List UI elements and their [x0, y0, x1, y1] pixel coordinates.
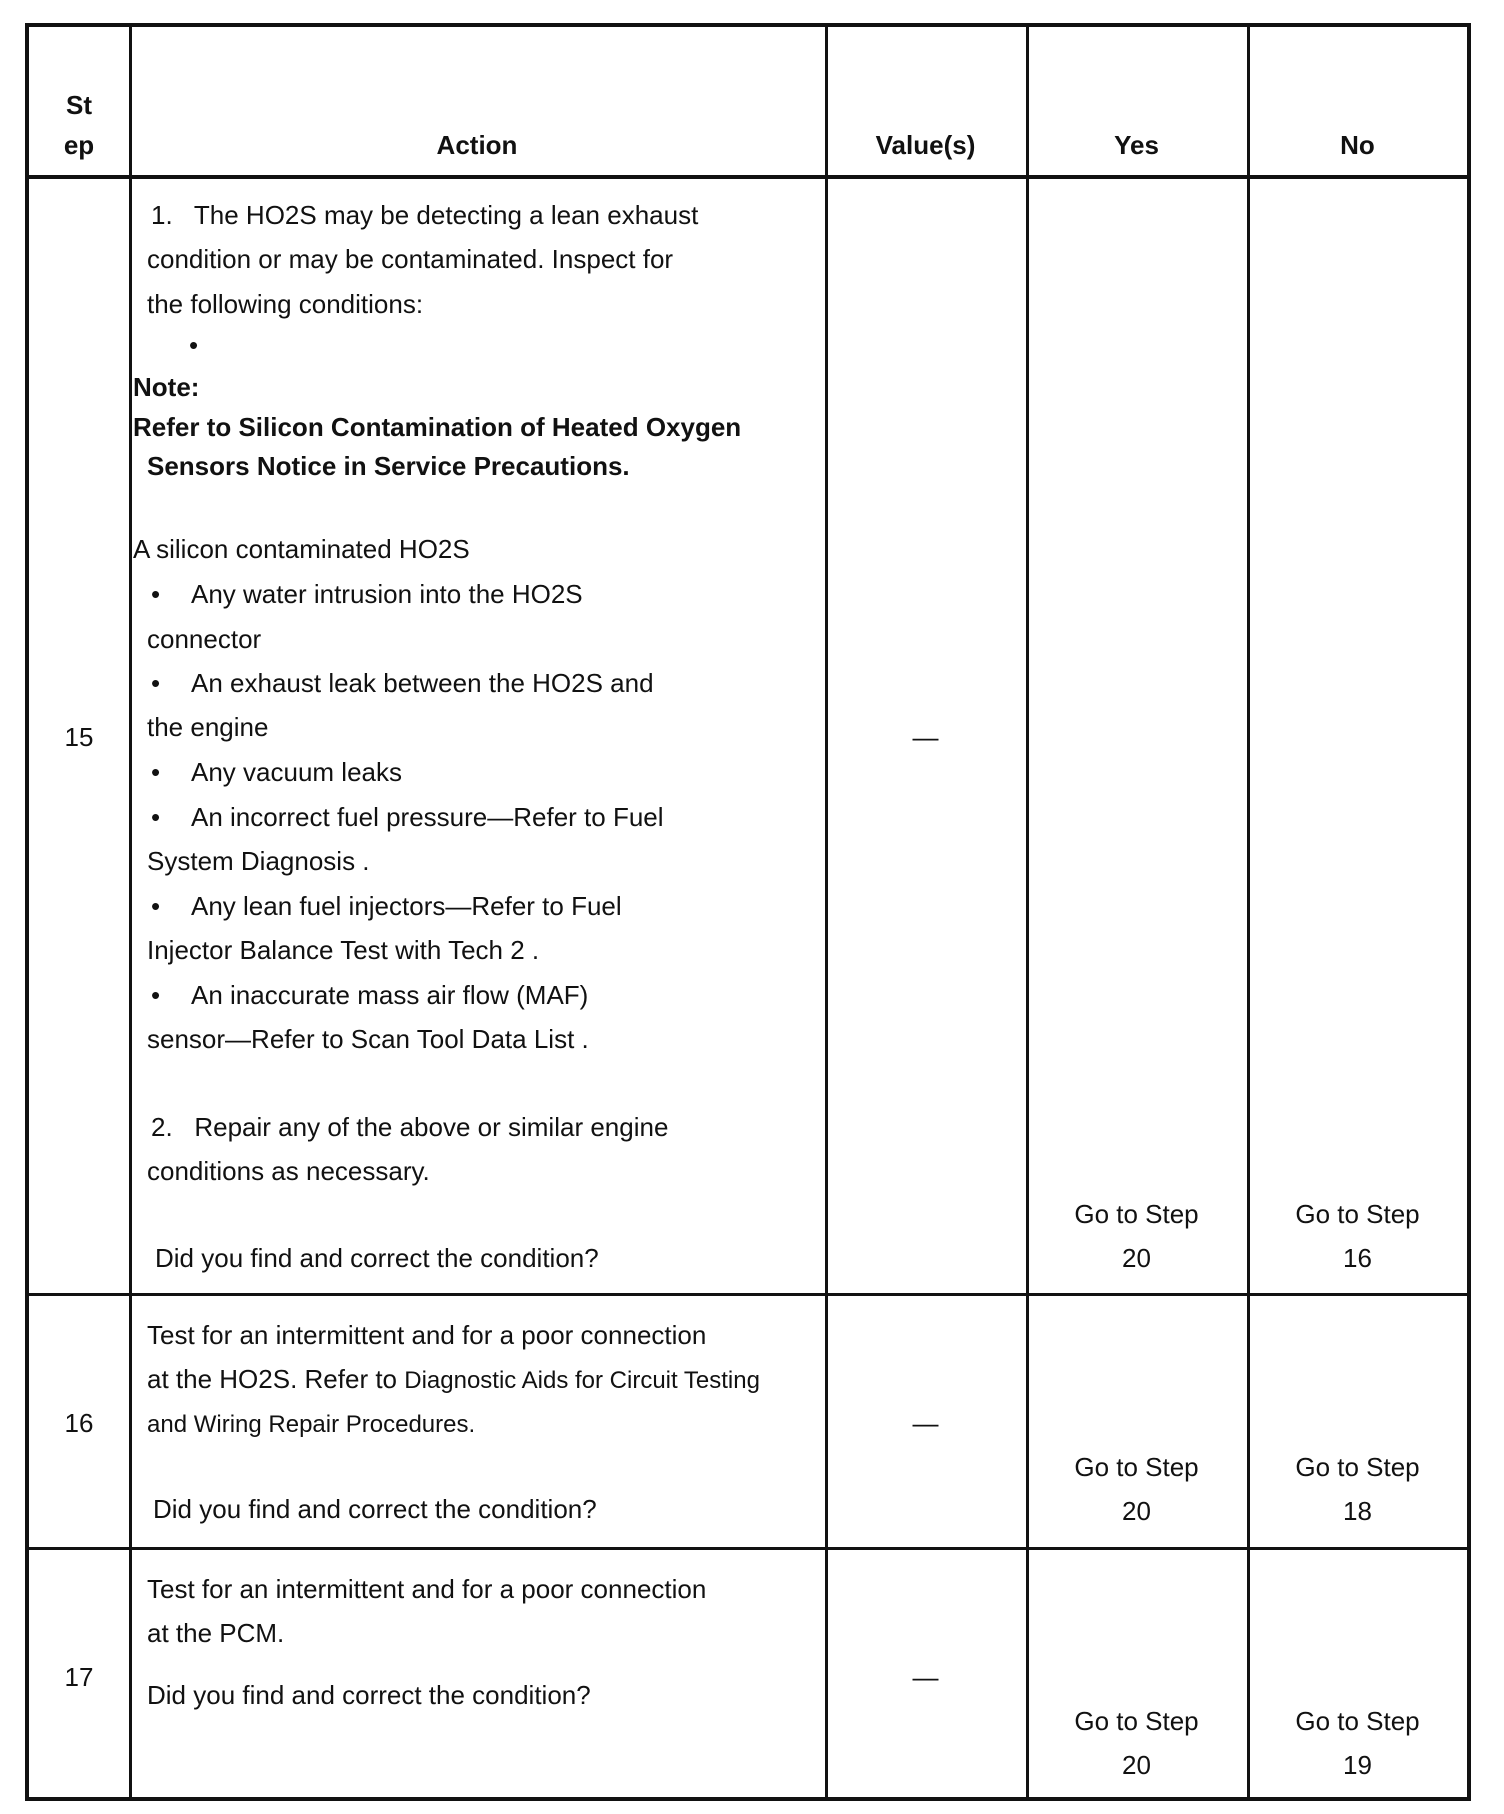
note-text: Sensors Notice in Service Precautions. [147, 451, 630, 481]
bullet-item [151, 661, 654, 705]
question-text: Did you find and correct the condition? [155, 1243, 599, 1273]
header-step [29, 83, 129, 127]
question-text: Did you find and correct the condition? [147, 1680, 591, 1710]
action-text: Repair any of the above or similar engine [194, 1112, 669, 1142]
header-yes: Yes [1114, 130, 1159, 160]
bullet-item [151, 750, 402, 794]
bullet-icon: • [151, 579, 161, 609]
header-action: Action [436, 130, 518, 160]
action-text: Any vacuum leaks [191, 757, 402, 787]
yes-goto-step: 20 [1122, 1243, 1151, 1273]
bullet-icon: • [151, 802, 161, 832]
bullet-item [151, 572, 583, 616]
bullet-item [151, 973, 588, 1017]
yes-goto-step: 20 [1122, 1750, 1151, 1780]
col-divider [825, 27, 828, 1797]
no-goto-step: 16 [1343, 1243, 1372, 1273]
bullet-icon: • [151, 757, 161, 787]
diagnostic-table [25, 23, 1471, 1801]
action-line [151, 1105, 668, 1149]
action-text: the engine [147, 712, 269, 742]
action-text: at the PCM. [147, 1618, 285, 1648]
action-text: and Wiring Repair Procedures. [147, 1411, 476, 1438]
action-text: Injector Balance Test with Tech 2 . [147, 935, 540, 965]
action-text: at the HO2S. Refer to [147, 1364, 398, 1394]
no-goto: Go to Step [1295, 1199, 1420, 1229]
action-text: The HO2S may be detecting a lean exhaust [193, 200, 699, 230]
value-cell: — [912, 722, 939, 752]
yes-goto: Go to Step [1074, 1706, 1199, 1736]
no-goto-step: 19 [1343, 1750, 1372, 1780]
yes-goto: Go to Step [1074, 1452, 1199, 1482]
bullet-item [151, 795, 664, 839]
bullet-icon: • [151, 980, 161, 1010]
step-number: 16 [64, 1408, 94, 1438]
bullet-icon: • [151, 668, 161, 698]
header-values: Value(s) [875, 130, 976, 160]
header-step-line2-wrap [29, 123, 129, 167]
action-text: An incorrect fuel pressure—Refer to Fuel [191, 802, 664, 832]
step-item-number: 2. [151, 1112, 173, 1142]
row-divider [29, 1547, 1467, 1550]
action-text: System Diagnosis . [147, 846, 370, 876]
bullet-icon: • [189, 330, 199, 360]
header-no: No [1340, 130, 1375, 160]
action-line [147, 1357, 760, 1403]
action-text: conditions as necessary. [147, 1156, 430, 1186]
yes-goto: Go to Step [1074, 1199, 1199, 1229]
col-divider [129, 27, 132, 1797]
no-goto: Go to Step [1295, 1452, 1420, 1482]
step-number: 15 [64, 722, 94, 752]
header-step-line1: St [66, 90, 92, 120]
step-item-number: 1. [151, 200, 173, 230]
no-goto: Go to Step [1295, 1706, 1420, 1736]
action-line [151, 193, 698, 237]
action-text: Any water intrusion into the HO2S [191, 579, 583, 609]
value-cell: — [912, 1662, 939, 1692]
action-text: connector [147, 624, 262, 654]
row-divider [29, 1293, 1467, 1296]
action-text: the following conditions: [147, 289, 424, 319]
bullet-item [151, 884, 622, 928]
note-label: Note: [133, 372, 200, 402]
action-text: sensor—Refer to Scan Tool Data List . [147, 1024, 589, 1054]
no-goto-step: 18 [1343, 1496, 1372, 1526]
bullet-icon: • [151, 891, 161, 921]
action-text: Diagnostic Aids for Circuit Testing [404, 1367, 760, 1394]
value-cell: — [912, 1408, 939, 1438]
note-text: Refer to Silicon Contamination of Heated Oxygen [133, 412, 742, 442]
question-text: Did you find and correct the condition? [153, 1494, 597, 1524]
action-text: Any lean fuel injectors—Refer to Fuel [191, 891, 622, 921]
step-number: 17 [64, 1662, 94, 1692]
yes-goto-step: 20 [1122, 1496, 1151, 1526]
header-step-line2: ep [63, 130, 95, 160]
action-text: Test for an intermittent and for a poor connection [147, 1320, 707, 1350]
action-text: A silicon contaminated HO2S [133, 534, 470, 564]
header-divider [29, 175, 1467, 179]
action-text: An exhaust leak between the HO2S and [191, 668, 654, 698]
action-text: An inaccurate mass air flow (MAF) [191, 980, 589, 1010]
action-text: condition or may be contaminated. Inspect for [147, 244, 674, 274]
action-text: Test for an intermittent and for a poor connection [147, 1574, 707, 1604]
